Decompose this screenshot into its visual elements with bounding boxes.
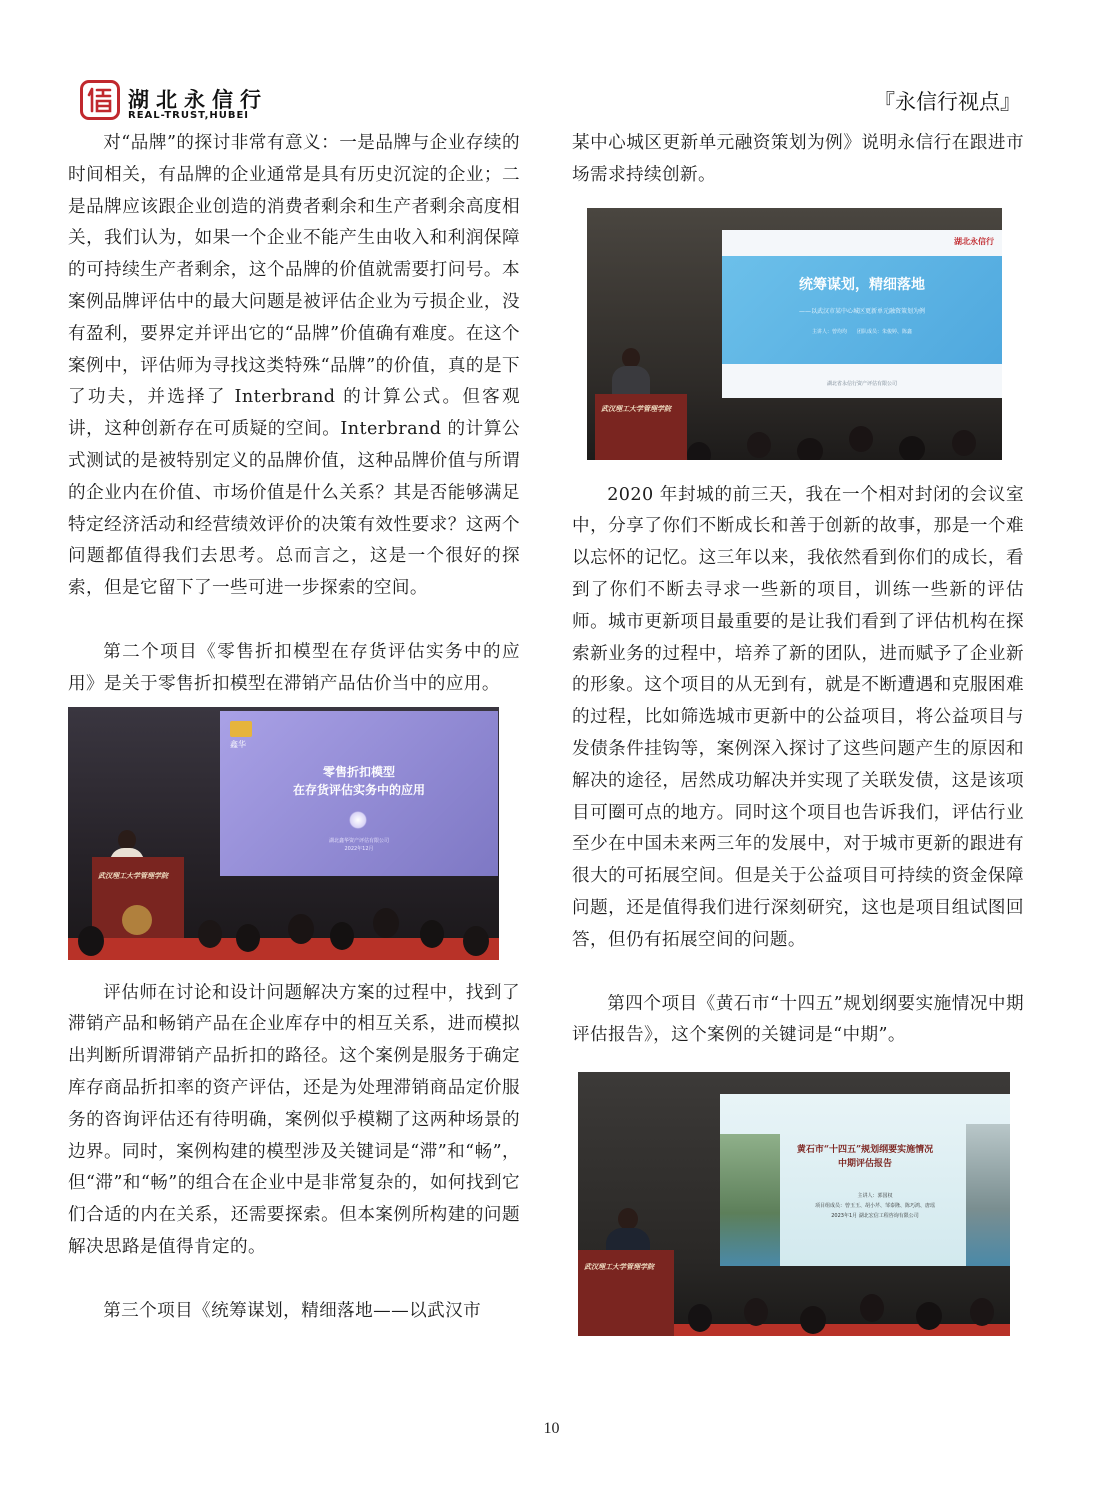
screen-logo: 湖北永信行 <box>954 236 994 246</box>
screen-line-1: 主讲人：郭国权 <box>857 1193 893 1200</box>
page-number: 10 <box>543 1420 560 1437</box>
podium-label: 武汉理工大学管理学院 <box>601 403 671 413</box>
screen-speakers: 主讲人：曾均均 团队成员：朱俊婷、陈鑫 <box>811 328 912 335</box>
photo-huangshi-presentation <box>578 1072 1010 1336</box>
screen-footer: 湖北省永信行资产评估有限公司 <box>826 380 897 387</box>
paragraph-brand: 对“品牌”的探讨非常有意义：一是品牌与企业存续的时间相关，有品牌的企业通常是具有历史沉淀的企业；二是品牌应该跟企业创造的消费者剩余和生产者剩余高度相关，我们认为，如果一个企业不能产生由收入和利润保障的可持续生产者剩余，这个品牌的价值就需要打问号。本案例品牌评估中的最大问题是被评估企业为亏损企业，没有盈利，要界定并评出它的“品牌”价值确有难度。在这个案例中，评估师为寻找这类特殊“品牌”的价值，真的是下了功夫，并选择了 Interbrand 的计算公式。但客观讲，这种创新存在可质疑的空间。Interbrand 的计算公式测试的是被特别定义的品牌价值，这种品牌价值与所谓的企业内在价值、市场价值是什么关系？其是否能够满足特定经济活动和经营绩效评价的决策有效性要求？这两个问题都值得我们去思考。总而言之，这是一个很好的探索，但是它留下了一些可进一步探索的空间。 <box>68 133 520 599</box>
projection-screen <box>720 1094 1010 1266</box>
paragraph-project-2: 第二个项目《零售折扣模型在存货评估实务中的应用》是关于零售折扣模型在滞销产品估价当中的应用。 <box>68 641 520 694</box>
screen-subtitle: ——以武汉市某中心城区更新单元融资策划为例 <box>798 307 925 315</box>
screen-title-line-2: 中期评估报告 <box>837 1159 892 1170</box>
screen-title-line-1: 黄石市“十四五”规划纲要实施情况 <box>796 1145 934 1156</box>
photo-urban-renewal-presentation <box>587 208 1002 460</box>
screen-flower-icon <box>349 811 367 829</box>
podium-label: 武汉理工大学管理学院 <box>98 870 168 880</box>
paragraph-project-3-start: 第三个项目《统筹谋划，精细落地——以武汉市 <box>103 1300 482 1321</box>
audience <box>587 428 1002 460</box>
screen-title: 统筹谋划，精细落地 <box>799 276 925 293</box>
page-header <box>0 0 1103 130</box>
paragraph-lockdown-reflection: 2020 年封城的前三天，我在一个相对封闭的会议室中，分享了你们不断成长和善于创新的故事，那是一个难以忘怀的记忆。这三年以来，我依然看到你们的成长，看到了你们不断去寻求一些新的项目，训练一些新的评估师。城市更新项目最重要的是让我们看到了评估机构在探索新业务的过程中，培养了新的团队，进而赋予了企业新的形象。这个项目的从无到有，就是不断遭遇和克服困难的过程，比如筛选城市更新中的公益项目，将公益项目与发债条件挂钩等，案例深入探讨了这些问题产生的原因和解决的途径，居然成功解决并实现了关联发债，这是该项目可圈可点的地方。同时这个项目也告诉我们，评估行业至少在中国未来两三年的发展中，对于城市更新的跟进有很大的可拓展空间。但是关于公益项目可持续的资金保障问题，还是值得我们进行深刻研究，这也是项目组试图回答，但仍有拓展空间的问题。 <box>572 484 1024 950</box>
right-column <box>572 128 1024 1336</box>
projection-screen <box>220 711 498 876</box>
screen-line-2: 项目组成员：曾玉玉、胡小芹、邹泰隆、陈巧鸿、唐瑶 <box>814 1203 935 1210</box>
audience <box>68 912 499 960</box>
logo-text-cn: 湖北永信行 <box>128 88 268 112</box>
section-tag: 『永信行视点』 <box>874 90 1021 114</box>
podium-label: 武汉理工大学管理学院 <box>584 1262 654 1272</box>
paragraph-retail-analysis: 评估师在讨论和设计问题解决方案的过程中，找到了滞销产品和畅销产品在企业库存中的相互关系，进而模拟出判断所谓滞销产品折扣的路径。这个案例是服务于确定库存商品折扣率的资产评估，还是为处理滞销商品定价服务的咨询评估还有待明确，案例似乎模糊了这两种场景的边界。同时，案例构建的模型涉及关键词是“滞”和“畅”，但“滞”和“畅”的组合在企业中是非常复杂的，如何找到它们合适的内在关系，还需要探索。但本案例所构建的问题解决思路是值得肯定的。 <box>68 982 520 1257</box>
audience <box>578 1294 1010 1336</box>
screen-title-line-2: 在存货评估实务中的应用 <box>292 782 425 797</box>
screen-date-text: 2022年12月 <box>344 845 374 852</box>
screen-title-line-1: 零售折扣模型 <box>322 764 395 779</box>
company-logo-icon <box>80 80 120 120</box>
left-column <box>68 128 520 1328</box>
photo-retail-discount-presentation <box>68 707 499 960</box>
screen-city-image-right <box>966 1124 1010 1266</box>
screen-logo-icon <box>230 721 252 737</box>
projection-screen <box>722 230 1002 398</box>
screen-logo-label: 鑫华 <box>230 739 246 749</box>
screen-company-text: 湖北鑫华资产评估有限公司 <box>328 837 389 844</box>
paragraph-project-3-end: 某中心城区更新单元融资策划为例》说明永信行在跟进市场需求持续创新。 <box>572 133 1024 185</box>
screen-line-3: 2023年1月 湖北宏信工程咨询有限公司 <box>831 1213 919 1220</box>
paragraph-project-4: 第四个项目《黄石市“十四五”规划纲要实施情况中期评估报告》，这个案例的关键词是“中期”。 <box>572 993 1024 1046</box>
logo-text-en: REAL-TRUST,HUBEI <box>128 110 250 121</box>
